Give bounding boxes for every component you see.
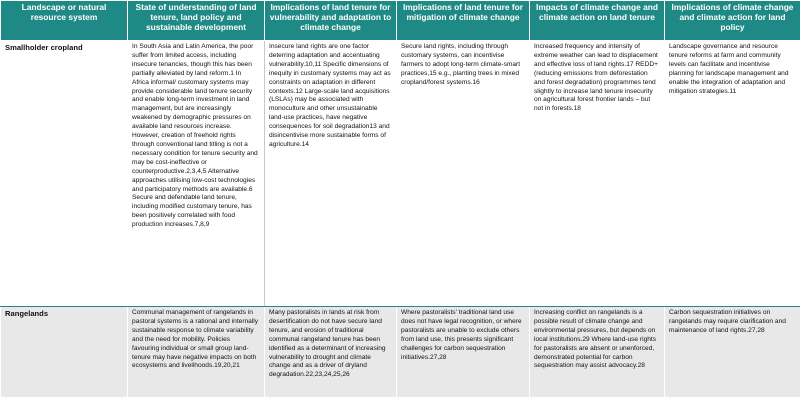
table-cell: Carbon sequestration initiatives on rangelands may require clarification and maintenance of land rights.27,28 bbox=[665, 307, 800, 398]
table-cell: Many pastoralists in lands at risk from desertification do not have secure land tenure, and erosion of traditional communal rangeland tenure has been identified as a determinant of increasing vulnerability to drought and climate change and as a driver of dryland degradation.22,23,24,25,26 bbox=[265, 307, 397, 398]
table-cell: Increased frequency and intensity of extreme weather can lead to displacement and effective loss of land rights.17 REDD+ (reducing emissions from deforestation and forest degradation) programmes tend slightly to increase land tenure insecurity on agricultural forest frontier lands – but not in forests.18 bbox=[530, 41, 665, 307]
row-label: Smallholder cropland bbox=[1, 41, 128, 307]
table-cell: Where pastoralists' traditional land use does not have legal recognition, or where pastoralists are unable to exclude others from land use, this presents significant challenges for carbon sequestration initiatives.27,28 bbox=[397, 307, 530, 398]
column-header-vulnerability: Implications of land tenure for vulnerability and adaptation to climate change bbox=[265, 1, 397, 41]
table-cell: Increasing conflict on rangelands is a possible result of climate change and environmental pressures, but depends on local institutions.29 Where land-use rights for pastoralists are absent or unenforced, demonstrated potential for carbon sequestration may assist advocacy.28 bbox=[530, 307, 665, 398]
column-header-system: Landscape or natural resource system bbox=[1, 1, 128, 41]
column-header-impacts: Impacts of climate change and climate action on land tenure bbox=[530, 1, 665, 41]
table-cell: Secure land rights, including through customary systems, can incentivise farmers to adopt long-term climate-smart practices,15 e.g., planting trees in mixed cropland/forest systems.16 bbox=[397, 41, 530, 307]
table-row-smallholder-cropland bbox=[1, 41, 800, 307]
column-header-mitigation: Implications of land tenure for mitigation of climate change bbox=[397, 1, 530, 41]
column-header-understanding: State of understanding of land tenure, land policy and sustainable development bbox=[128, 1, 265, 41]
table-cell: Communal management of rangelands in pastoral systems is a rational and internally sustainable response to climate variability and the need for mobility. Policies favouring individual or small group land-tenure may have negative impacts on both ecosystems and livelihoods.19,20,21 bbox=[128, 307, 265, 398]
table-cell: Landscape governance and resource tenure reforms at farm and community levels can facilitate and incentivise planning for landscape management and enable the integration of adaptation and mitigation strategies.11 bbox=[665, 41, 800, 307]
table-row-rangelands bbox=[1, 307, 800, 398]
table-cell: In South Asia and Latin America, the poor suffer from limited access, including insecure tenancies, though this has been partially alleviated by land reform.1 In Africa informal/ customary systems may provide considerable land tenure security and enable long-term investment in land management, but are increasingly weakened by demographic pressures on available land resources increase. However, creation of freehold rights through conventional land titling is not a necessary condition for tenure security and may be cost-ineffective or counterproductive.2,3,4,5 Alternative approaches utilising low-cost technologies and participatory methods are available.6 Secure and defendable land tenure, including modified customary tenure, has been positively correlated with food production increases.7,8,9 bbox=[128, 41, 265, 307]
row-label: Rangelands bbox=[1, 307, 128, 398]
column-header-policy: Implications of climate change and climate action for land policy bbox=[665, 1, 800, 41]
table-cell: Insecure land rights are one factor deterring adaptation and accentuating vulnerability.10,11 Specific dimensions of inequity in customary systems may act as constraints on adaptation in different contexts.12 Large-scale land acquisitions (LSLAs) may be associated with monoculture and other unsustainable land-use practices, have negative consequences for soil degradation13 and disincentivise more sustainable forms of agriculture.14 bbox=[265, 41, 397, 307]
header-row bbox=[1, 1, 800, 41]
table-header bbox=[1, 1, 800, 41]
